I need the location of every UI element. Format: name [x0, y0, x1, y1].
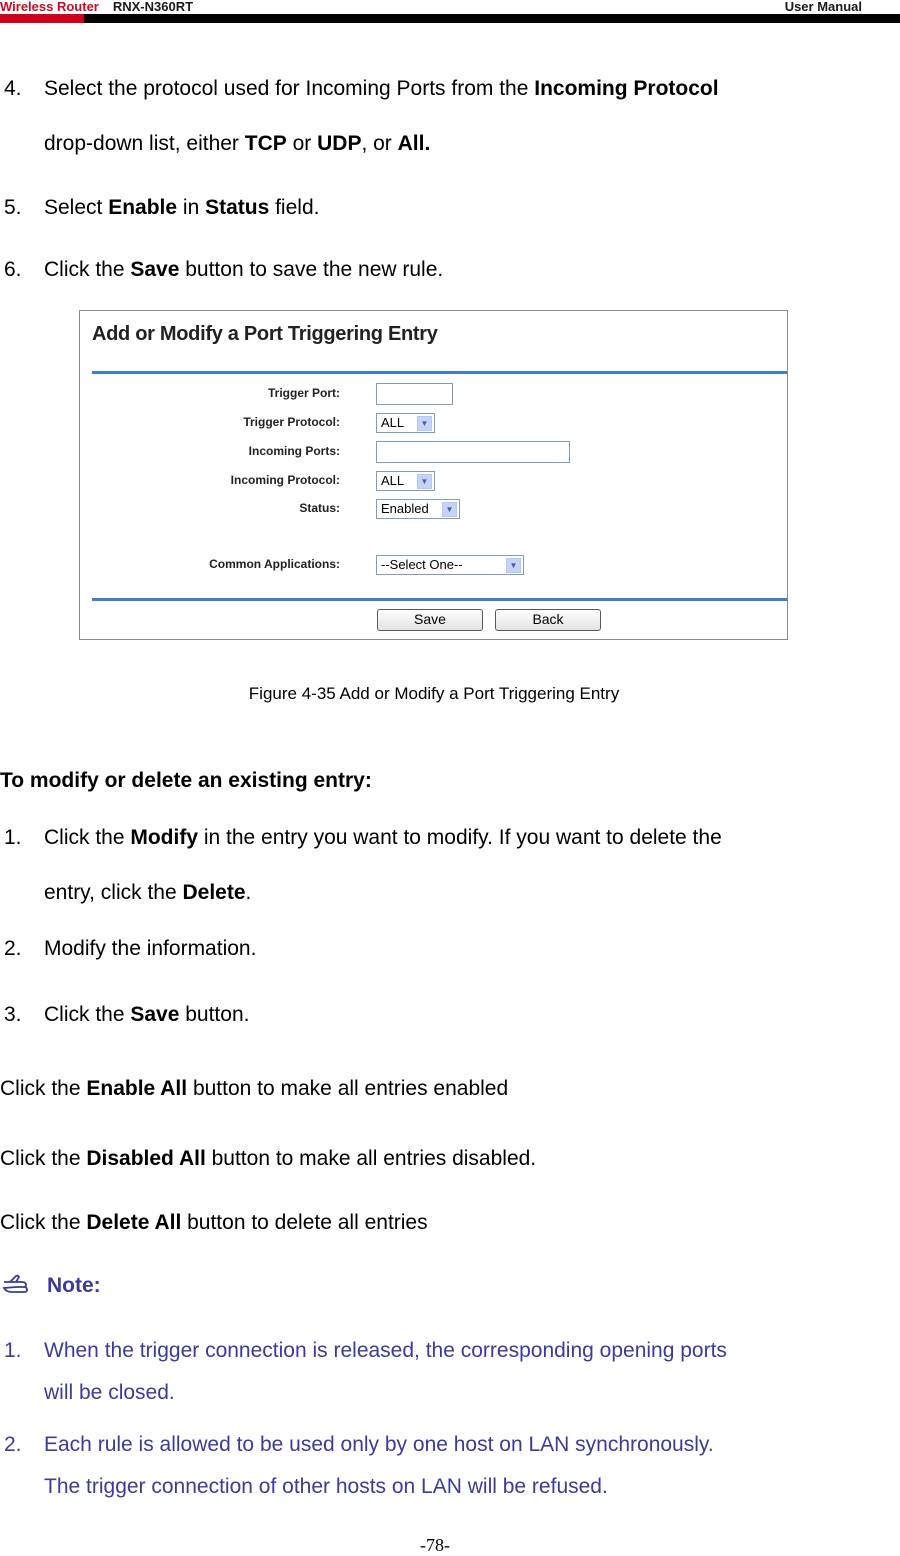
figure-divider-top: [92, 371, 787, 374]
step-5-text: Select Enable in Status field.: [44, 196, 320, 219]
modify-step-1-line2: entry, click the Delete.: [44, 881, 252, 904]
chevron-down-icon: ▼: [417, 474, 432, 489]
note-2-line2: The trigger connection of other hosts on LAN will be refused.: [44, 1475, 608, 1498]
step-6-number: 6.: [4, 258, 22, 281]
header-title: [0, 0, 193, 14]
step-6-text: Click the Save button to save the new rule.: [44, 258, 444, 281]
common-applications-select[interactable]: --Select One-- ▼: [376, 555, 524, 575]
step-4-line1: Select the protocol used for Incoming Ports from the Incoming Protocol: [44, 77, 719, 100]
figure-divider-bottom: [92, 598, 787, 601]
common-applications-label: Common Applications:: [209, 557, 340, 571]
page-number: -78-: [420, 1535, 450, 1555]
chevron-down-icon: ▼: [506, 558, 521, 573]
save-button[interactable]: Save: [377, 609, 483, 631]
note-1-number: 1.: [4, 1339, 22, 1362]
delete-all-text: Click the Delete All button to delete all entries: [0, 1211, 428, 1234]
note-2-line1: Each rule is allowed to be used only by one host on LAN synchronously.: [44, 1433, 714, 1456]
header-red-bar: [0, 14, 84, 23]
trigger-protocol-label: Trigger Protocol:: [243, 415, 340, 429]
incoming-protocol-select[interactable]: ALL ▼: [376, 471, 435, 491]
modify-step-3-number: 3.: [4, 1003, 22, 1026]
note-2-number: 2.: [4, 1433, 22, 1456]
modify-heading: To modify or delete an existing entry:: [0, 769, 372, 792]
header-model: RNX-N360RT: [112, 0, 194, 14]
note-title: Note:: [47, 1274, 101, 1297]
enable-all-text: Click the Enable All button to make all entries enabled: [0, 1077, 509, 1100]
modify-step-2-text: Modify the information.: [44, 937, 257, 960]
port-triggering-screenshot: [79, 310, 788, 640]
note-1-line1: When the trigger connection is released, the corresponding opening ports: [44, 1339, 727, 1362]
incoming-ports-label: Incoming Ports:: [248, 444, 340, 458]
incoming-protocol-label: Incoming Protocol:: [230, 473, 340, 487]
incoming-ports-input[interactable]: [376, 441, 570, 463]
disabled-all-text: Click the Disabled All button to make all entries disabled.: [0, 1147, 537, 1170]
status-select[interactable]: Enabled ▼: [376, 499, 460, 519]
trigger-port-label: Trigger Port:: [267, 386, 340, 400]
chevron-down-icon: ▼: [417, 416, 432, 431]
pointing-hand-icon: [2, 1272, 36, 1301]
header-black-bar: [84, 14, 900, 23]
step-4-number: 4.: [4, 77, 22, 100]
trigger-protocol-select[interactable]: ALL ▼: [376, 413, 435, 433]
back-button[interactable]: Back: [495, 609, 601, 631]
step-4-line2: drop-down list, either TCP or UDP, or All.: [44, 132, 431, 155]
modify-step-1-line1: Click the Modify in the entry you want to modify. If you want to delete the: [44, 826, 722, 849]
figure-caption: Figure 4-35 Add or Modify a Port Triggering Entry: [248, 684, 620, 703]
step-5-number: 5.: [4, 196, 22, 219]
modify-step-2-number: 2.: [4, 937, 22, 960]
note-1-line2: will be closed.: [44, 1381, 175, 1404]
trigger-port-input[interactable]: [376, 383, 453, 405]
chevron-down-icon: ▼: [442, 502, 457, 517]
header-product: Wireless Router: [0, 0, 99, 14]
header-user-manual: User Manual: [784, 0, 862, 14]
figure-title: Add or Modify a Port Triggering Entry: [92, 323, 438, 345]
modify-step-3-text: Click the Save button.: [44, 1003, 250, 1026]
modify-step-1-number: 1.: [4, 826, 22, 849]
status-label: Status:: [299, 501, 340, 515]
